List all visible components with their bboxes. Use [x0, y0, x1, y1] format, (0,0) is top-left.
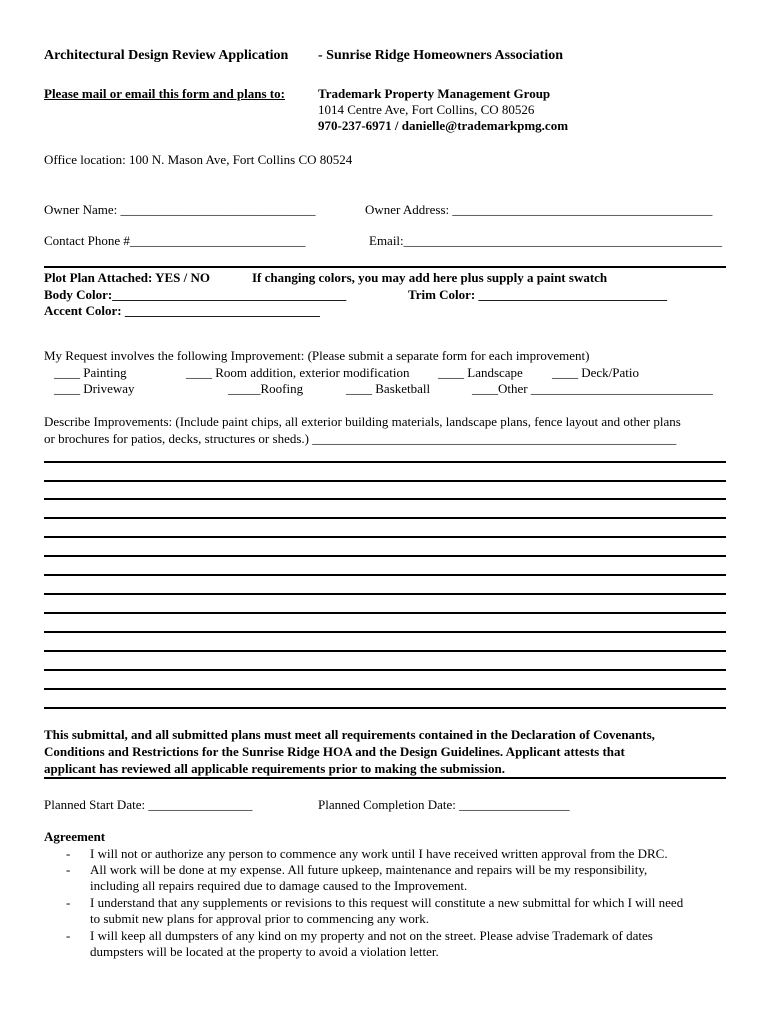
writing-line[interactable] [44, 574, 726, 576]
writing-line[interactable] [44, 536, 726, 538]
changing-colors-note: If changing colors, you may add here plus supply a paint swatch [252, 270, 608, 285]
mail-label: Please mail or email this form and plans to: [44, 86, 285, 101]
submittal-statement-3: applicant has reviewed all applicable requirements prior to making the submission. [44, 761, 505, 776]
writing-line[interactable] [44, 612, 726, 614]
writing-line[interactable] [44, 631, 726, 633]
trim-color-field[interactable]: Trim Color: _____________________________ [408, 287, 668, 302]
agreement-heading: Agreement [44, 829, 106, 844]
plot-plan-field[interactable]: Plot Plan Attached: YES / NO [44, 270, 210, 285]
list-dash: - [66, 928, 71, 943]
list-dash: - [66, 895, 71, 910]
association-name: - Sunrise Ridge Homeowners Association [318, 48, 563, 63]
option-landscape[interactable]: ____ Landscape [438, 365, 523, 380]
writing-line[interactable] [44, 669, 726, 671]
list-dash: - [66, 862, 71, 877]
writing-line[interactable] [44, 688, 726, 690]
company-address: 1014 Centre Ave, Fort Collins, CO 80526 [318, 102, 535, 117]
accent-color-field[interactable]: Accent Color: ______________________________ [44, 303, 320, 318]
writing-line[interactable] [44, 555, 726, 557]
contact-phone-field[interactable]: Contact Phone #___________________________ [44, 233, 306, 248]
body-color-field[interactable]: Body Color:____________________________________ [44, 287, 347, 302]
agreement-text: including all repairs required due to damage caused to the Improvement. [90, 878, 468, 893]
option-roofing[interactable]: _____Roofing [228, 381, 304, 396]
list-dash: - [66, 846, 71, 861]
submittal-statement-2: Conditions and Restrictions for the Sunrise Ridge HOA and the Design Guidelines. Applicant attests that [44, 744, 625, 759]
divider-line [44, 777, 726, 779]
writing-line[interactable] [44, 480, 726, 482]
agreement-text: I will not or authorize any person to commence any work until I have received written approval from the DRC. [90, 846, 668, 861]
agreement-text: I understand that any supplements or revisions to this request will constitute a new submittal for which I will need [90, 895, 684, 910]
describe-instructions: Describe Improvements: (Include paint chips, all exterior building materials, landscape plans, fence layout and other plans [44, 414, 681, 429]
agreement-text: I will keep all dumpsters of any kind on my property and not on the street. Please advise Trademark of dates [90, 928, 653, 943]
agreement-text: to submit new plans for approval prior to commencing any work. [90, 911, 430, 926]
company-name: Trademark Property Management Group [318, 86, 551, 101]
writing-line[interactable] [44, 498, 726, 500]
option-other[interactable]: ____Other ____________________________ [472, 381, 713, 396]
planned-completion-date-field[interactable]: Planned Completion Date: _________________ [318, 797, 570, 812]
describe-instructions-cont[interactable]: or brochures for patios, decks, structures or sheds.) ________________________________________________________ [44, 431, 677, 446]
owner-address-field[interactable]: Owner Address: ________________________________________ [365, 202, 713, 217]
submittal-statement: This submittal, and all submitted plans must meet all requirements contained in the Declaration of Covenants, [44, 727, 655, 742]
option-painting[interactable]: ____ Painting [54, 365, 127, 380]
planned-start-date-field[interactable]: Planned Start Date: ________________ [44, 797, 253, 812]
agreement-text: dumpsters will be located at the property to avoid a violation letter. [90, 944, 439, 959]
option-deck-patio[interactable]: ____ Deck/Patio [552, 365, 640, 380]
form-title: Architectural Design Review Application [44, 48, 289, 63]
writing-line[interactable] [44, 650, 726, 652]
option-room-addition[interactable]: ____ Room addition, exterior modification [186, 365, 410, 380]
office-location: Office location: 100 N. Mason Ave, Fort Collins CO 80524 [44, 152, 353, 167]
option-basketball[interactable]: ____ Basketball [346, 381, 431, 396]
option-driveway[interactable]: ____ Driveway [54, 381, 135, 396]
writing-line[interactable] [44, 517, 726, 519]
agreement-text: All work will be done at my expense. All future upkeep, maintenance and repairs will be my responsibility, [90, 862, 648, 877]
owner-name-field[interactable]: Owner Name: ______________________________ [44, 202, 316, 217]
company-contact: 970-237-6971 / danielle@trademarkpmg.com [318, 118, 569, 133]
divider-line [44, 266, 726, 268]
writing-line[interactable] [44, 461, 726, 463]
writing-line[interactable] [44, 593, 726, 595]
email-field[interactable]: Email:_________________________________________________ [369, 233, 723, 248]
writing-line[interactable] [44, 707, 726, 709]
improvement-intro: My Request involves the following Improvement: (Please submit a separate form for each improvement) [44, 348, 590, 363]
